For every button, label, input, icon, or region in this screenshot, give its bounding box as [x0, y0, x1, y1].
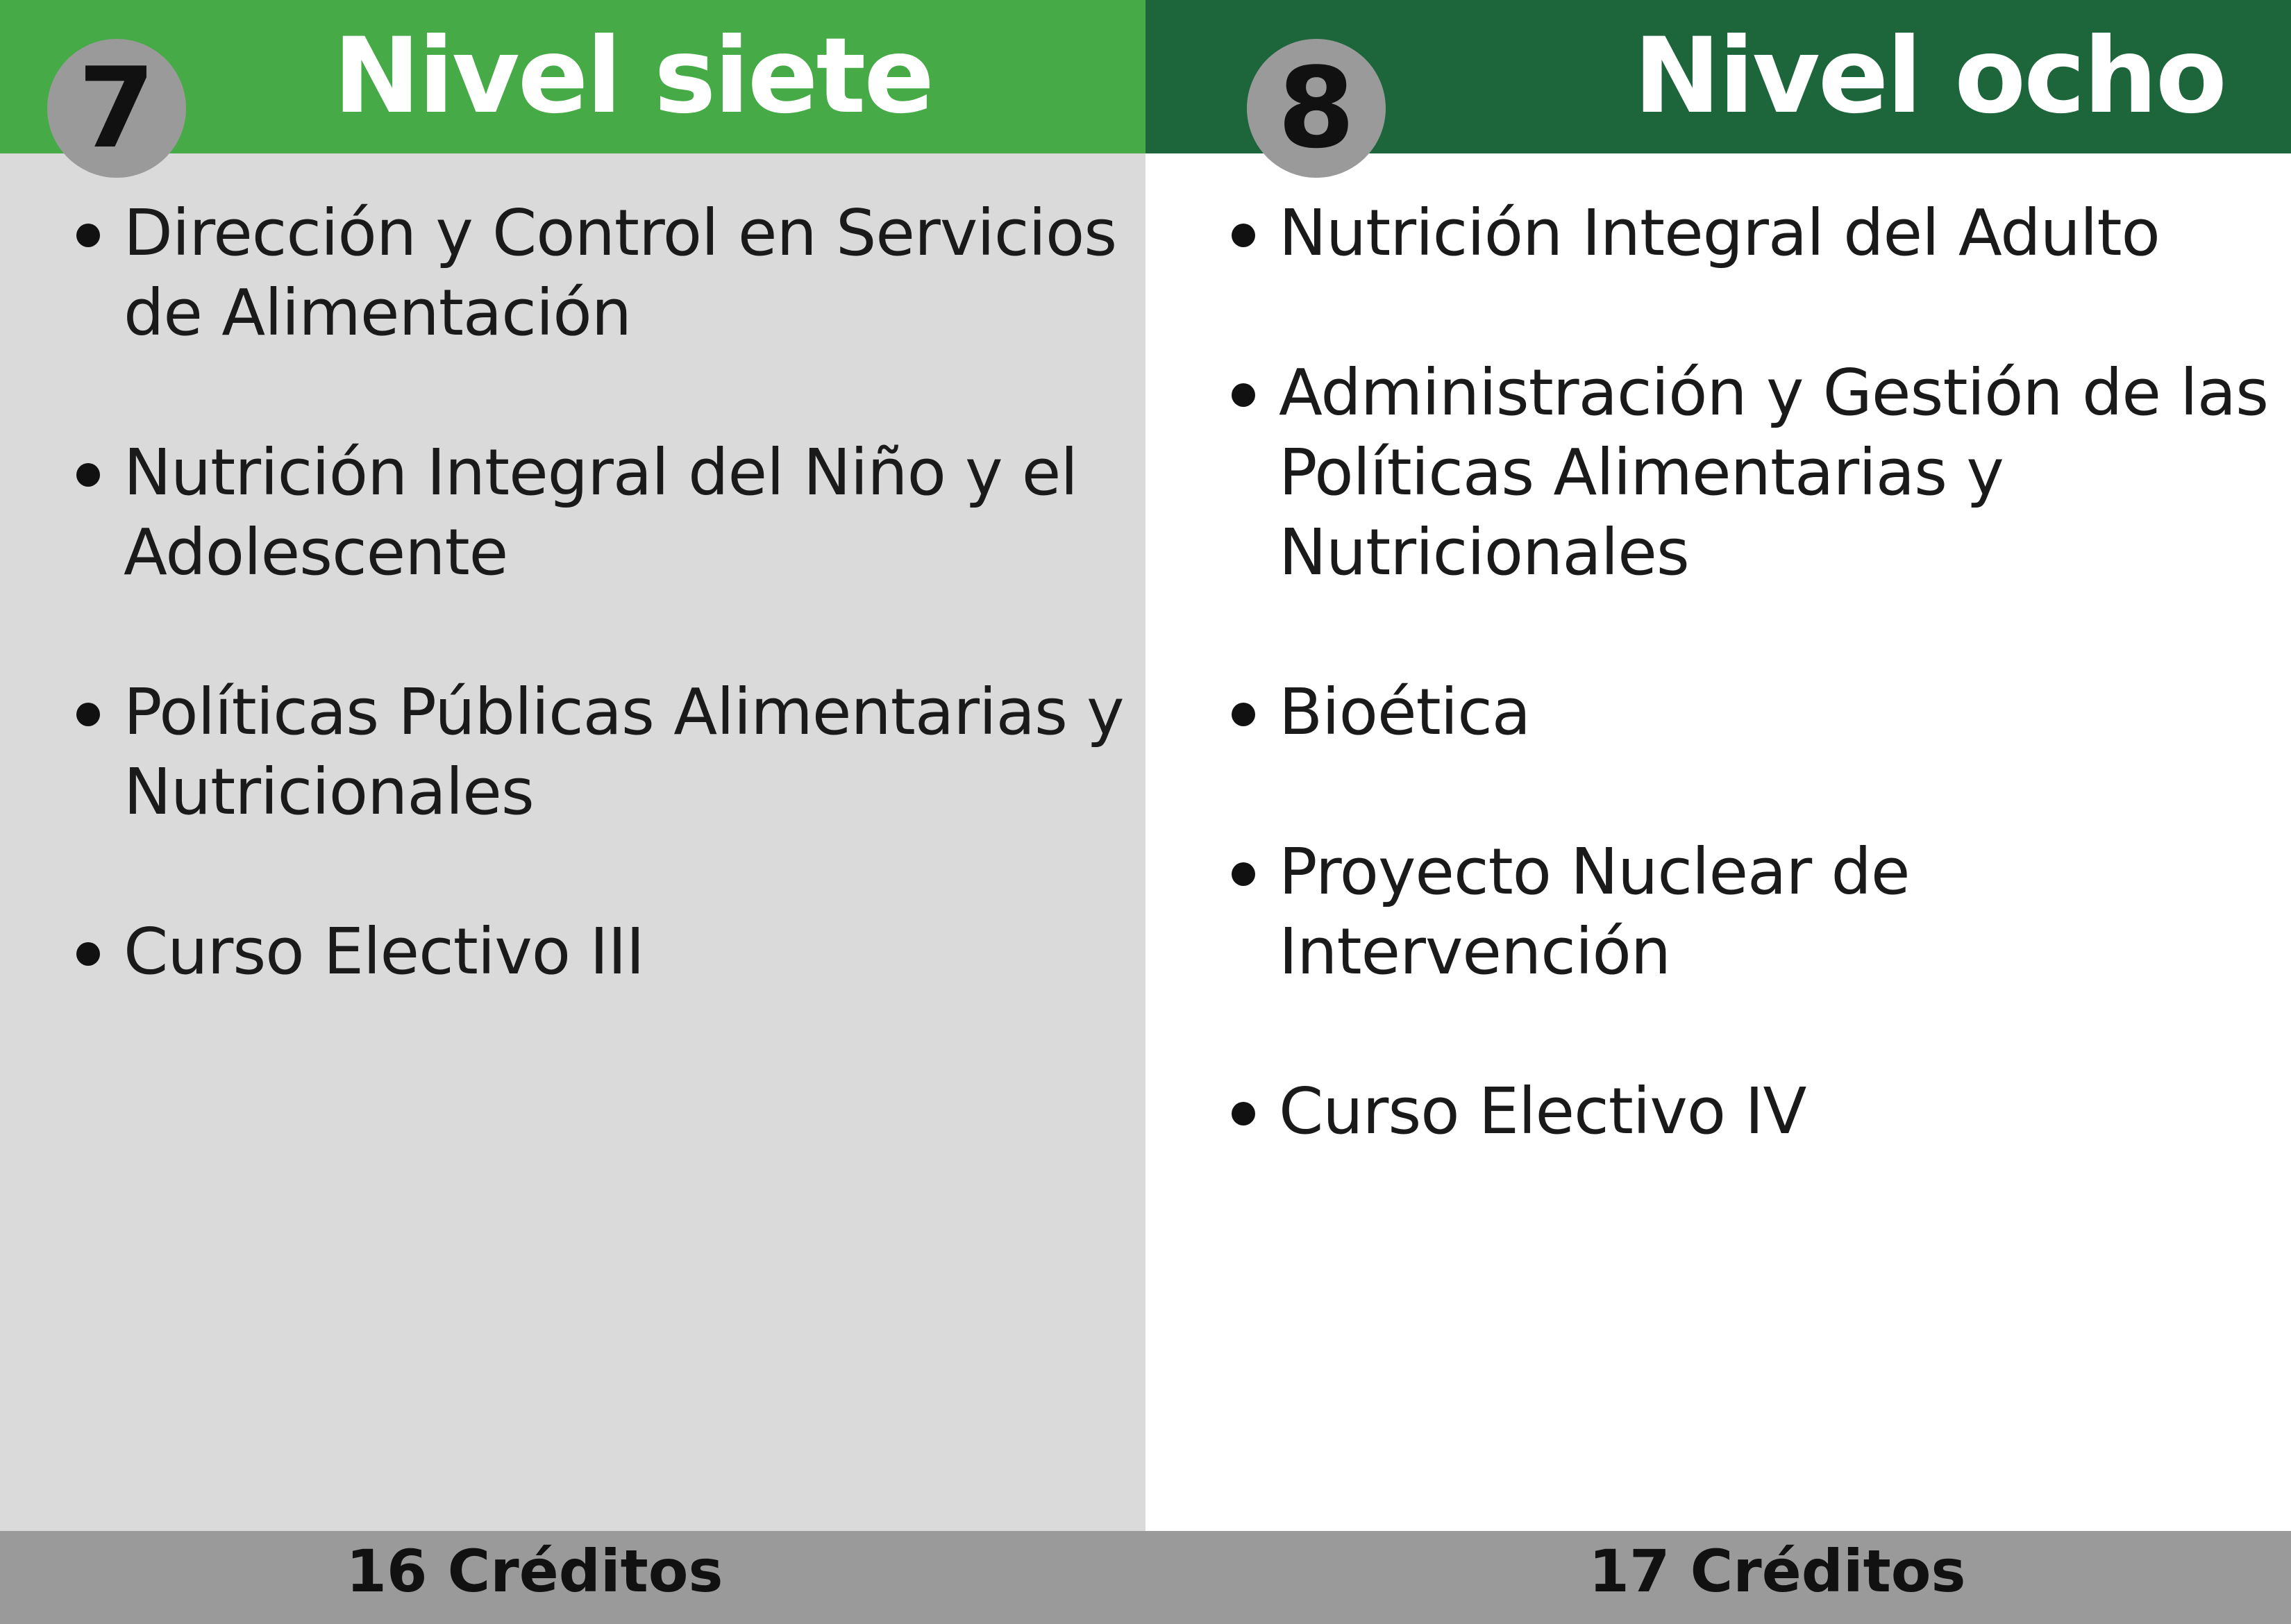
course-item	[1232, 1071, 2273, 1151]
bullet-icon	[1232, 224, 1255, 247]
course-item	[76, 672, 1132, 832]
bullet-icon	[76, 224, 100, 247]
level-seven-credits: 16 Créditos	[346, 1537, 723, 1605]
course-name: Políticas Públicas Alimentarias y Nutricionales	[124, 675, 1124, 829]
level-eight-course-list	[1232, 193, 2273, 1231]
course-item	[1232, 672, 2273, 752]
bullet-icon	[76, 942, 100, 966]
level-seven-credits-bar	[0, 1531, 1146, 1624]
course-item	[76, 912, 1132, 991]
course-name: Nutrición Integral del Adulto	[1279, 196, 2160, 270]
bullet-icon	[76, 463, 100, 487]
level-eight-title: Nivel ocho	[1634, 16, 2225, 137]
level-seven-number-badge: 7	[47, 39, 186, 178]
level-eight-credits: 17 Créditos	[1588, 1537, 1966, 1605]
course-name: Bioética	[1279, 675, 1531, 749]
bullet-icon	[1232, 1102, 1255, 1125]
level-eight-credits-bar	[1146, 1531, 2291, 1624]
bullet-icon	[1232, 862, 1255, 886]
course-name: Administración y Gestión de las Políticas Alimentarias y Nutricionales	[1279, 355, 2269, 589]
course-item	[76, 193, 1132, 353]
course-name: Dirección y Control en Servicios de Alimentación	[124, 196, 1117, 350]
course-name: Nutrición Integral del Niño y el Adolescente	[124, 435, 1077, 589]
course-name: Proyecto Nuclear de Intervención	[1279, 835, 1910, 989]
level-seven-course-list	[76, 193, 1132, 1071]
course-item	[76, 433, 1132, 592]
bullet-icon	[1232, 383, 1255, 407]
level-eight-number-badge: 8	[1247, 39, 1386, 178]
course-name: Curso Electivo IV	[1279, 1074, 1806, 1148]
level-eight-column	[1146, 0, 2291, 1624]
level-seven-title: Nivel siete	[333, 16, 932, 137]
course-item	[1232, 832, 2273, 991]
course-item	[1232, 353, 2273, 592]
course-item	[1232, 193, 2273, 273]
course-name: Curso Electivo III	[124, 914, 644, 989]
bullet-icon	[1232, 703, 1255, 726]
bullet-icon	[76, 703, 100, 726]
